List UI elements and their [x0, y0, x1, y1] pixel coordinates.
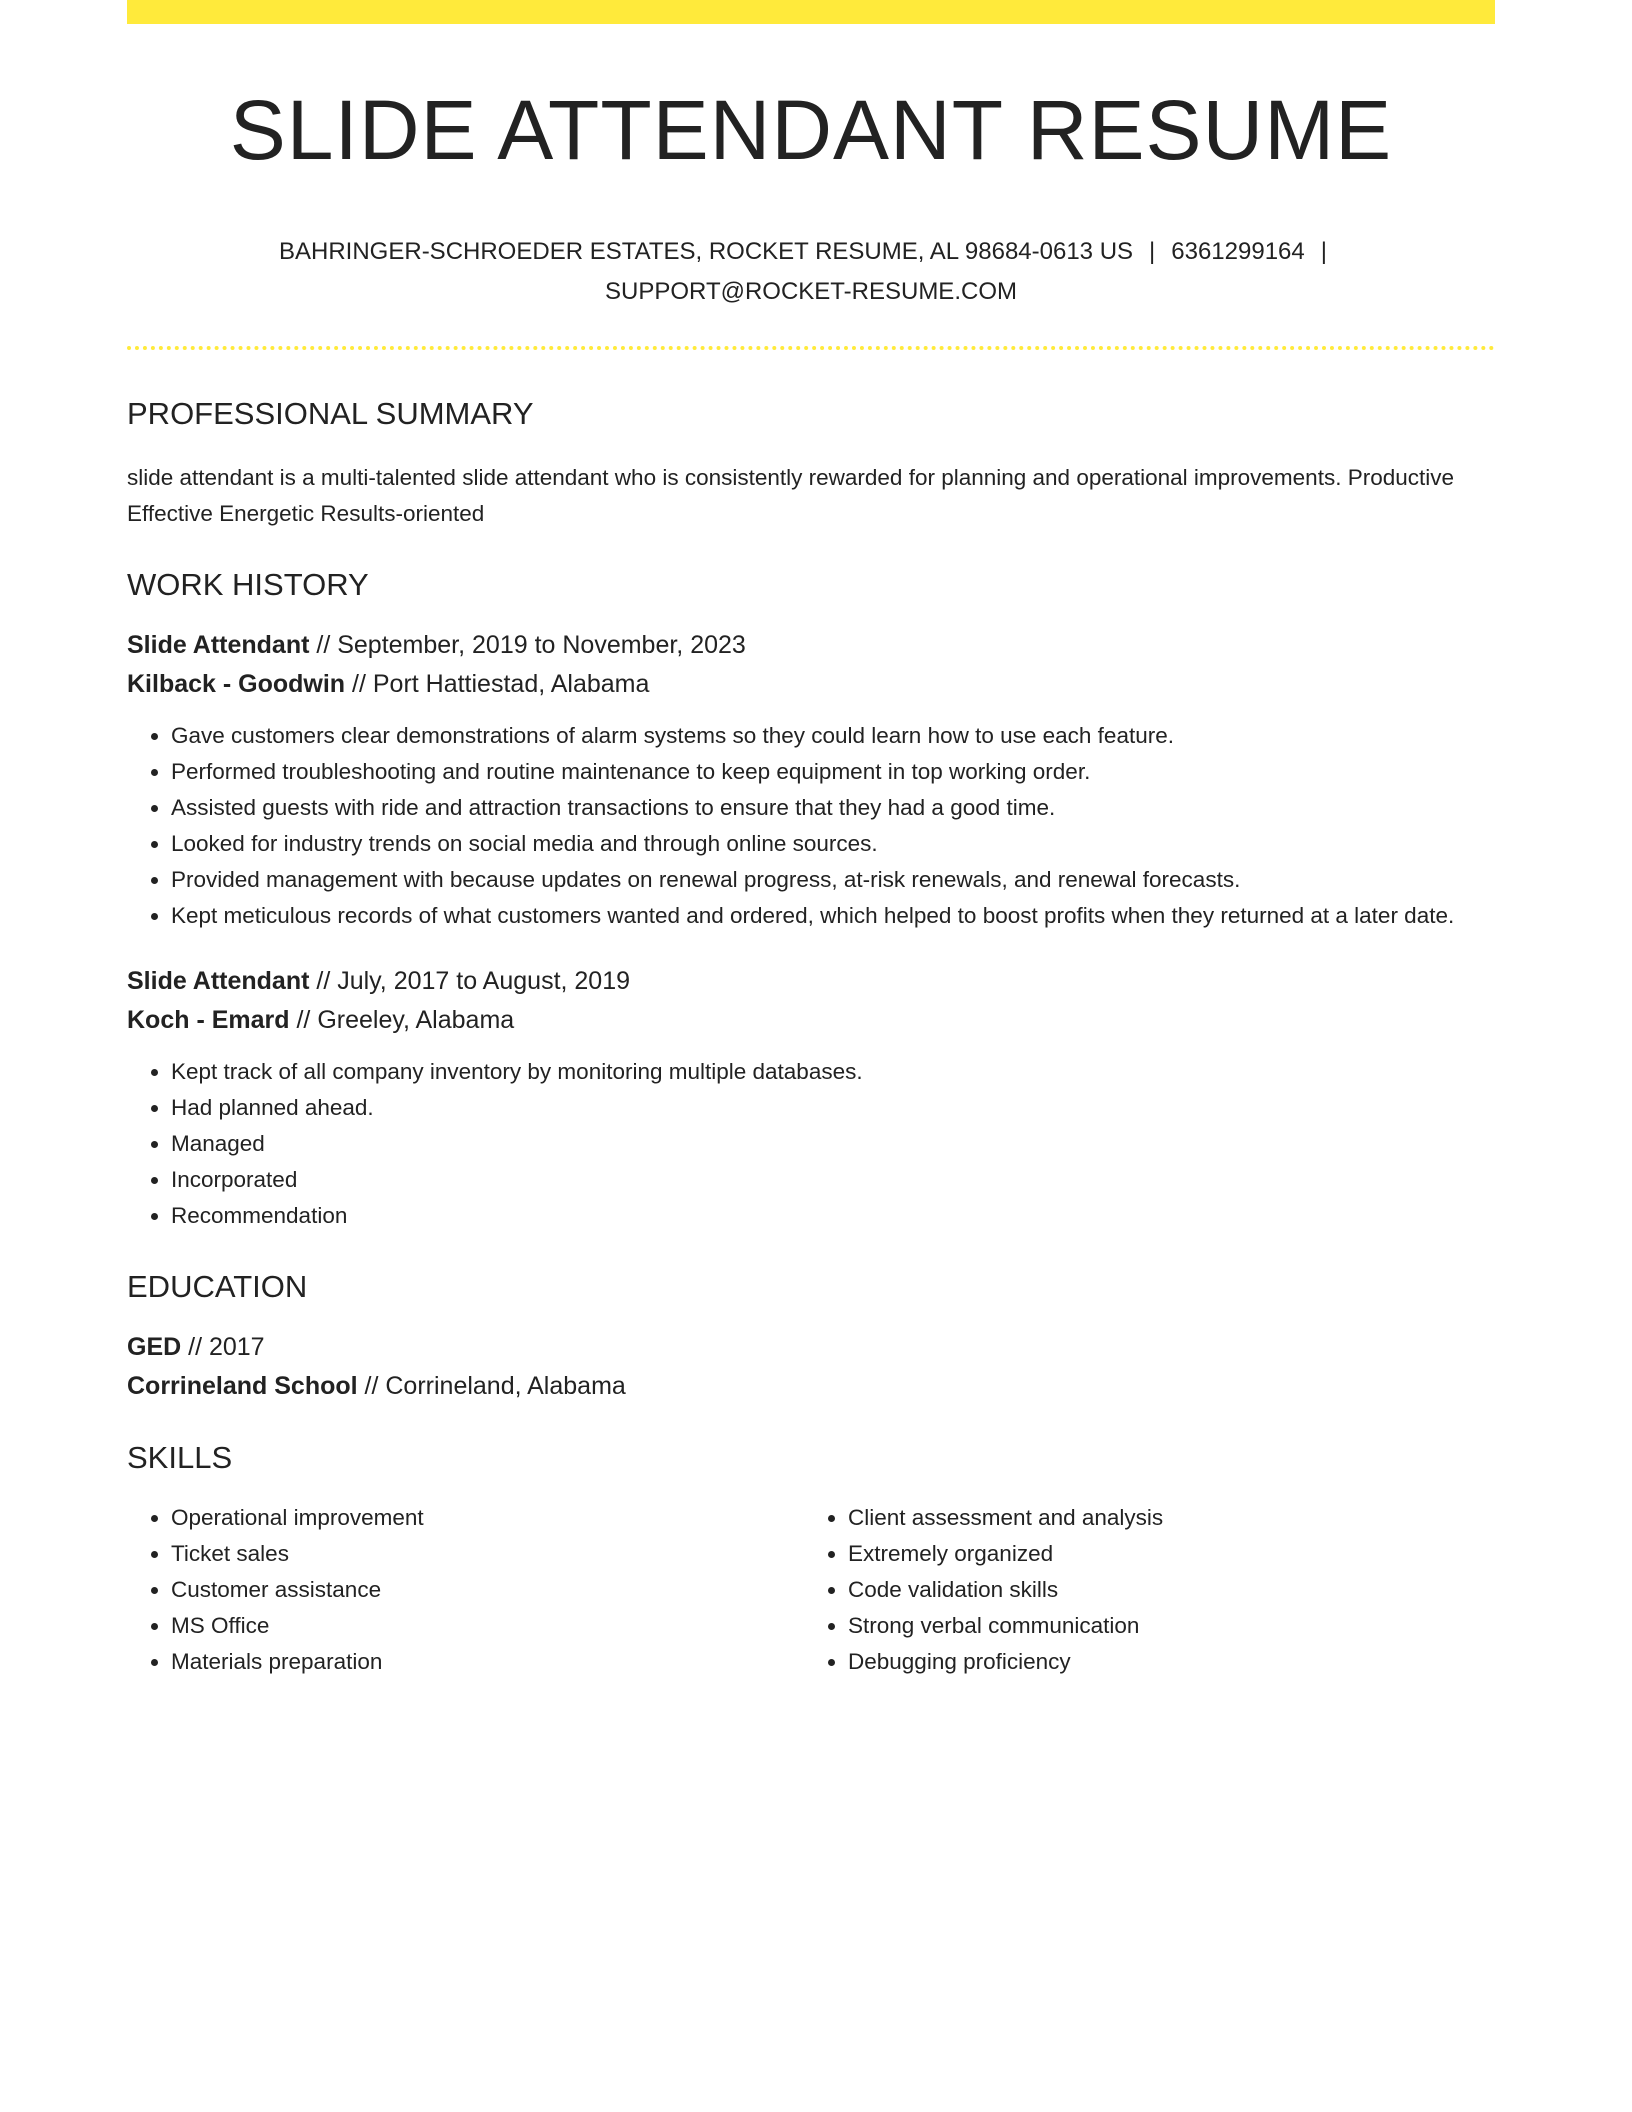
- job-company-line: [127, 1001, 1495, 1040]
- skill-item: • MS Office: [171, 1608, 801, 1644]
- education-degree: GED: [127, 1333, 182, 1362]
- skill-item: • Client assessment and analysis: [848, 1500, 1478, 1536]
- education-school-line: [127, 1367, 1495, 1406]
- job-position: Slide Attendant: [127, 967, 310, 996]
- skills-columns: [127, 1500, 1495, 1680]
- job-dates: // September, 2019 to November, 2023: [309, 631, 746, 660]
- separator: |: [1320, 238, 1327, 266]
- education-school: Corrineland School: [127, 1372, 358, 1401]
- list-item: • Incorporated: [171, 1162, 1495, 1198]
- email: SUPPORT@ROCKET-RESUME.COM: [605, 278, 1017, 306]
- list-item: • Had planned ahead.: [171, 1090, 1495, 1126]
- skill-item: • Operational improvement: [171, 1500, 801, 1536]
- phone: 6361299164: [1171, 238, 1305, 266]
- summary-heading: PROFESSIONAL SUMMARY: [127, 396, 534, 432]
- education-location: // Corrineland, Alabama: [357, 1372, 626, 1401]
- job-dates: // July, 2017 to August, 2019: [309, 967, 631, 996]
- list-item: • Provided management with because updates on renewal progress, at-risk renewals, and renewal forecasts.: [171, 862, 1495, 898]
- skill-item: • Ticket sales: [171, 1536, 801, 1572]
- education-year: // 2017: [181, 1333, 265, 1362]
- job-location: // Greeley, Alabama: [289, 1006, 515, 1035]
- job-location: // Port Hattiestad, Alabama: [345, 670, 650, 699]
- skills-heading: SKILLS: [127, 1440, 233, 1476]
- contact-info: [261, 232, 1361, 312]
- job-company: Kilback - Goodwin: [127, 670, 346, 699]
- list-item: • Looked for industry trends on social media and through online sources.: [171, 826, 1495, 862]
- dotted-divider: [127, 346, 1495, 350]
- accent-bar: [127, 0, 1495, 24]
- address: BAHRINGER-SCHROEDER ESTATES, ROCKET RESUME, AL 98684-0613 US: [279, 238, 1134, 266]
- skills-list-left: [127, 1500, 801, 1680]
- list-item: • Managed: [171, 1126, 1495, 1162]
- list-item: • Gave customers clear demonstrations of alarm systems so they could learn how to use each feature.: [171, 718, 1495, 754]
- job-title-line: [127, 626, 1495, 665]
- skill-item: • Customer assistance: [171, 1572, 801, 1608]
- separator: |: [1149, 238, 1156, 266]
- list-item: • Kept meticulous records of what customers wanted and ordered, which helped to boost profits when they returned at a later date.: [171, 898, 1495, 934]
- skills-list-right: [801, 1500, 1478, 1680]
- education-degree-line: [127, 1328, 1495, 1367]
- skill-item: • Code validation skills: [848, 1572, 1478, 1608]
- skill-item: • Extremely organized: [848, 1536, 1478, 1572]
- education-heading: EDUCATION: [127, 1269, 308, 1305]
- list-item: • Recommendation: [171, 1198, 1495, 1234]
- skill-item: • Debugging proficiency: [848, 1644, 1478, 1680]
- job-company-line: [127, 665, 1495, 704]
- list-item: • Assisted guests with ride and attraction transactions to ensure that they had a good time.: [171, 790, 1495, 826]
- resume-title: SLIDE ATTENDANT RESUME: [229, 83, 1393, 177]
- summary-text: slide attendant is a multi-talented slide attendant who is consistently rewarded for planning and operational improvements. Productive Effective Energetic Results-oriented: [127, 465, 1455, 527]
- job-title-line: [127, 962, 1495, 1001]
- resume-page: [127, 0, 1495, 1680]
- job-company: Koch - Emard: [127, 1006, 290, 1035]
- skill-item: • Materials preparation: [171, 1644, 801, 1680]
- list-item: • Kept track of all company inventory by monitoring multiple databases.: [171, 1054, 1495, 1090]
- job-position: Slide Attendant: [127, 631, 310, 660]
- skill-item: • Strong verbal communication: [848, 1608, 1478, 1644]
- work-history-heading: WORK HISTORY: [127, 567, 369, 603]
- job-bullets: [127, 718, 1495, 934]
- list-item: • Performed troubleshooting and routine maintenance to keep equipment in top working order.: [171, 754, 1495, 790]
- job-bullets: [127, 1054, 1495, 1234]
